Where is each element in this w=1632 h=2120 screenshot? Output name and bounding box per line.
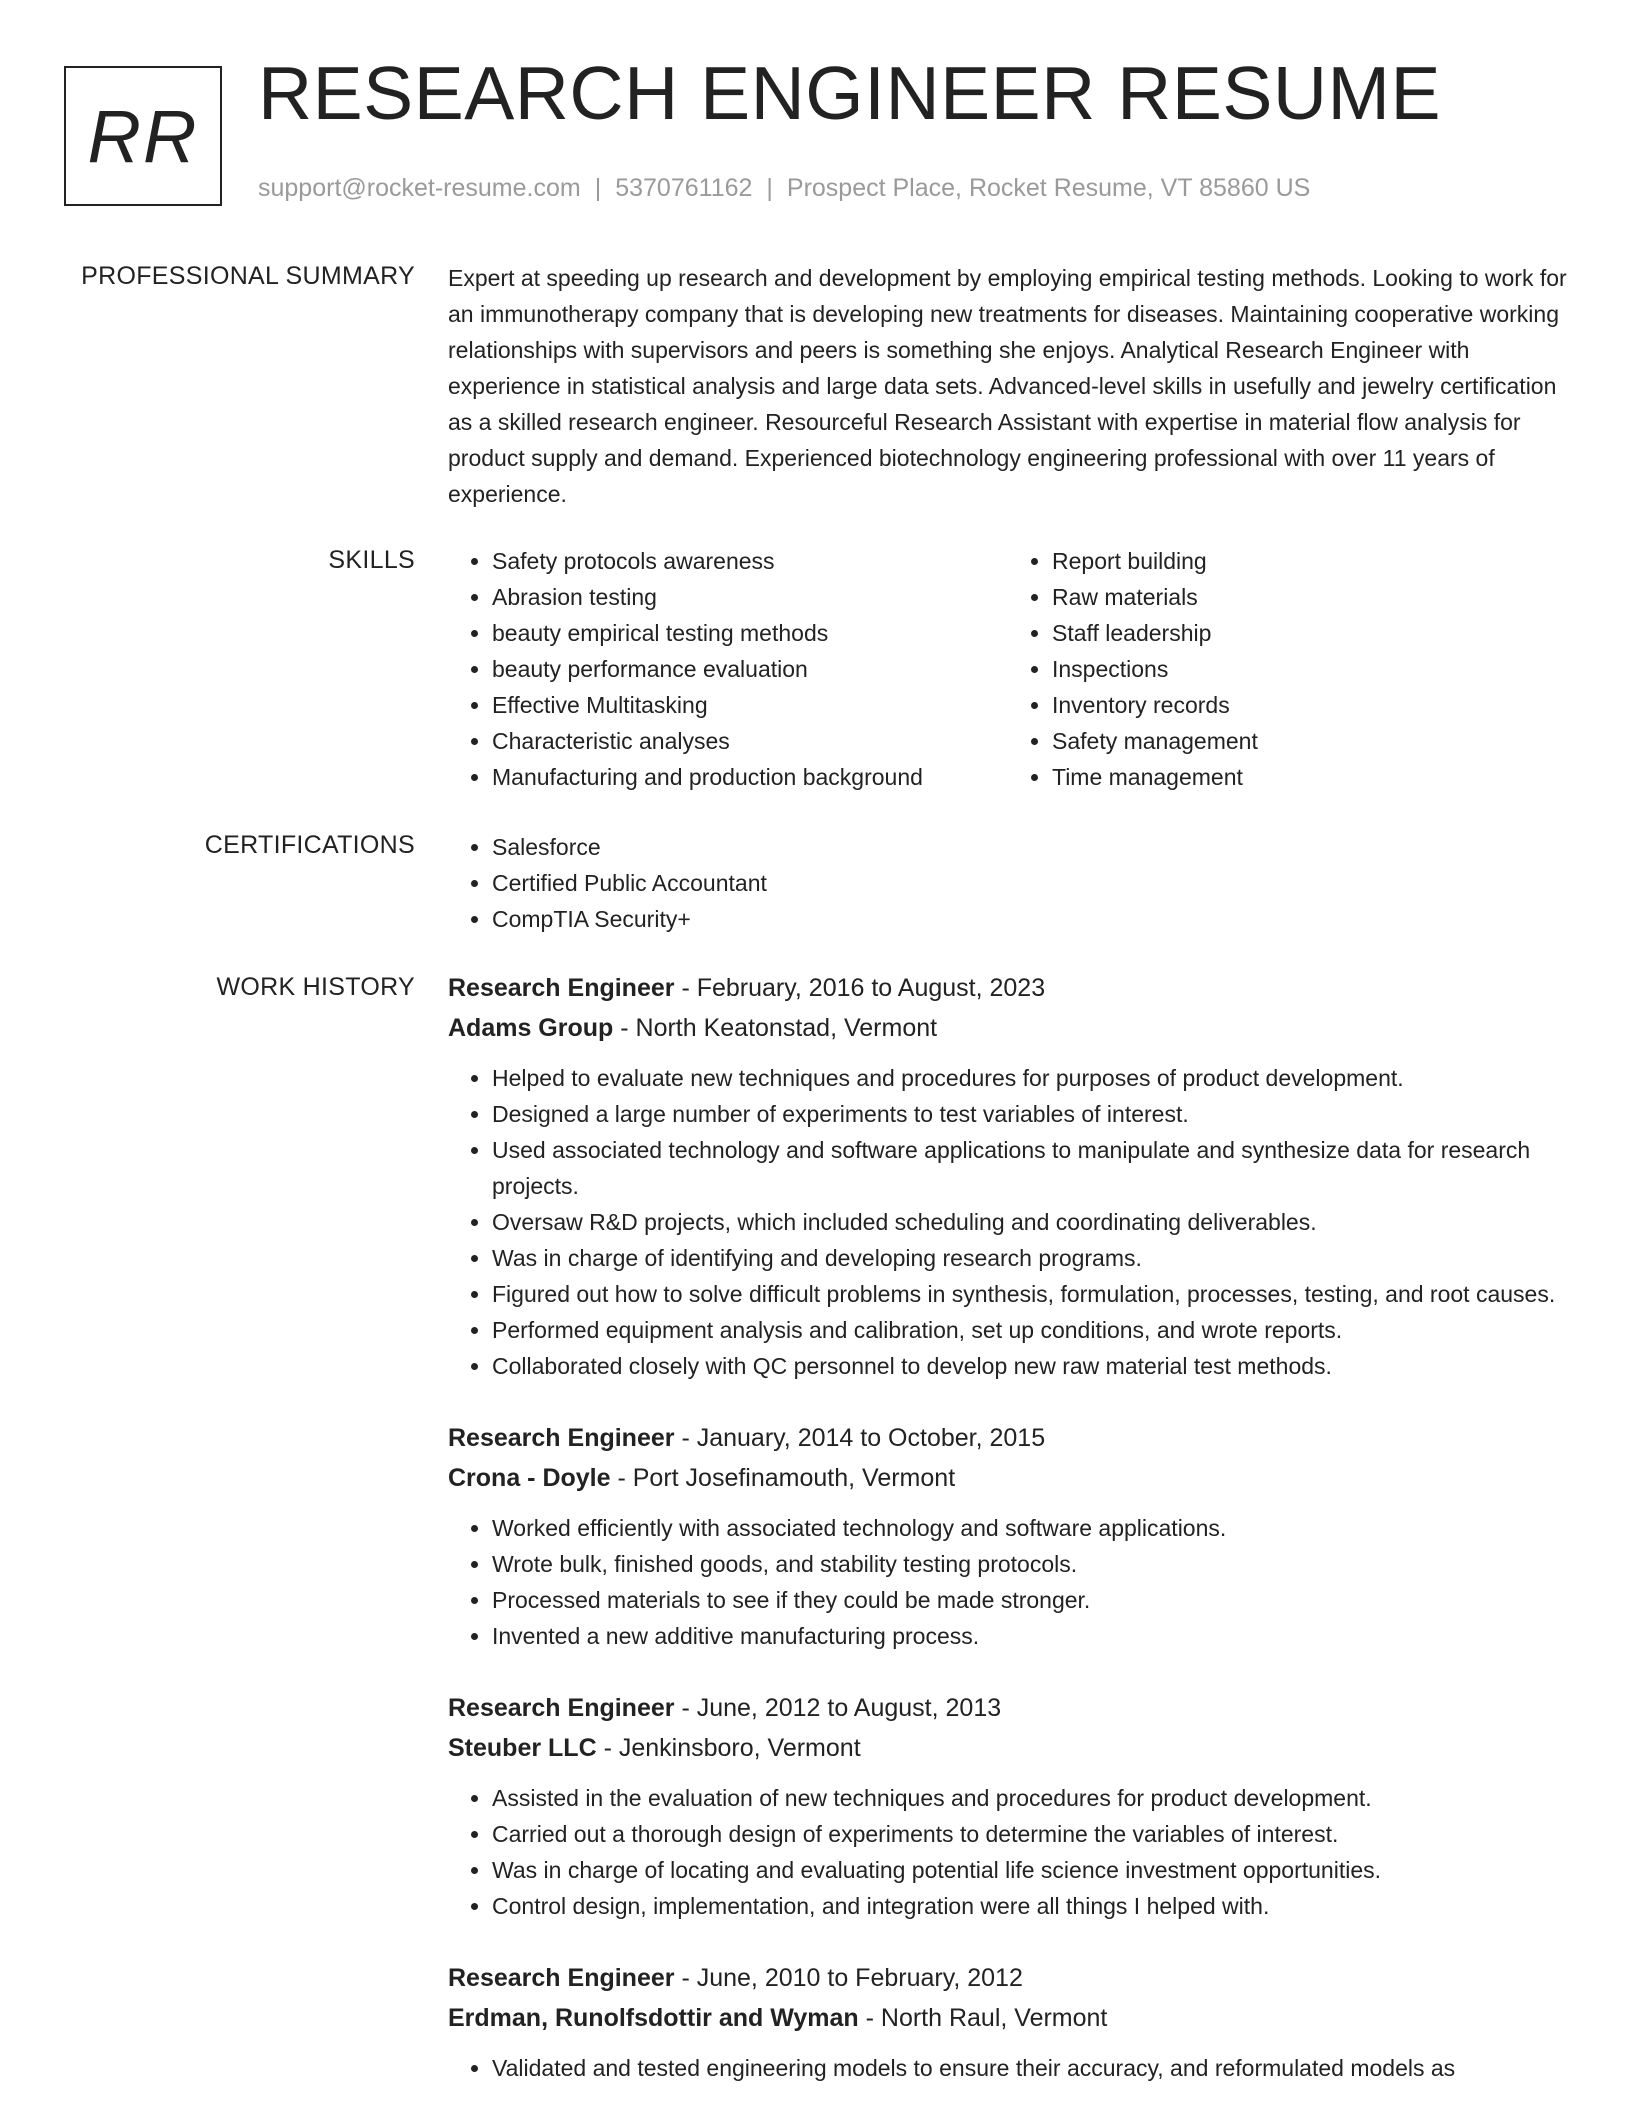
certification-item: • CompTIA Security+ [492, 901, 1568, 937]
resume-title: RESEARCH ENGINEER RESUME [258, 51, 1442, 135]
skills-list-left [448, 543, 1008, 795]
job-bullet: • Used associated technology and software applications to manipulate and synthesize data for research projects. [492, 1132, 1568, 1204]
work-history-section [448, 968, 1568, 2120]
job-bullet: • Performed equipment analysis and calibration, set up conditions, and wrote reports. [492, 1312, 1568, 1348]
job-company-line [448, 1998, 1568, 2038]
job-bullet: • Was in charge of locating and evaluating potential life science investment opportunities. [492, 1852, 1568, 1888]
job-bullet: • Figured out how to solve difficult problems in synthesis, formulation, processes, testing, and root causes. [492, 1276, 1568, 1312]
job-bullets [448, 1780, 1568, 1924]
summary-text: Expert at speeding up research and development by employing empirical testing methods. Looking to work for an immunotherapy company that is developing new treatments for diseases. Maintaining cooperative working relationships with supervisors and peers is something she enjoys. Analytical Research Engineer with experience in statistical analysis and large data sets. Advanced-level skills in usefully and jewelry certification as a skilled research engineer. Resourceful Research Assistant with expertise in material flow analysis for product supply and demand. Experienced biotechnology engineering professional with over 11 years of experience. [448, 265, 1567, 507]
job-location: - North Raul, Vermont [858, 2004, 1108, 2032]
job-bullet: • Designed a large number of experiments to test variables of interest. [492, 1096, 1568, 1132]
job-bullet: • Helped to evaluate new techniques and procedures for purposes of product development. [492, 1060, 1568, 1096]
job-dates: - February, 2016 to August, 2023 [674, 974, 1046, 1002]
contact-phone: 5370761162 [615, 174, 753, 202]
job-dates: - June, 2012 to August, 2013 [674, 1694, 1002, 1722]
job-entry [448, 1688, 1568, 1924]
skills-list-right [1008, 543, 1568, 795]
job-title-line [448, 1958, 1568, 1998]
section-label-skills: SKILLS [328, 546, 415, 574]
job-entry [448, 1418, 1568, 1654]
job-title: Research Engineer [448, 1694, 675, 1722]
job-bullet: • Invented a new additive manufacturing process. [492, 1618, 1568, 1654]
job-bullet: • Worked efficiently with associated technology and software applications. [492, 1510, 1568, 1546]
job-company: Adams Group [448, 1014, 614, 1042]
job-bullet: • Collaborated closely with QC personnel to develop new raw material test methods. [492, 1348, 1568, 1384]
contact-separator: | [766, 174, 773, 202]
certification-item: • Certified Public Accountant [492, 865, 1568, 901]
certification-item: • Salesforce [492, 829, 1568, 865]
certifications-list [448, 829, 1568, 937]
job-entry [448, 968, 1568, 1384]
contact-separator: | [594, 174, 602, 202]
job-bullet: • Wrote bulk, finished goods, and stability testing protocols. [492, 1546, 1568, 1582]
job-bullets [448, 2050, 1568, 2086]
summary-section [448, 260, 1568, 512]
job-entry [448, 1958, 1568, 2086]
job-bullet: • Control design, implementation, and integration were all things I helped with. [492, 1888, 1568, 1924]
job-bullet: • Validated and tested engineering models to ensure their accuracy, and reformulated models as [492, 2050, 1568, 2086]
skill-item: • Report building [1052, 543, 1568, 579]
job-location: - Port Josefinamouth, Vermont [610, 1464, 956, 1492]
job-dates: - June, 2010 to February, 2012 [674, 1964, 1023, 1992]
job-dates: - January, 2014 to October, 2015 [674, 1424, 1046, 1452]
job-company: Erdman, Runolfsdottir and Wyman [448, 2004, 859, 2032]
section-label-work-history: WORK HISTORY [216, 973, 415, 1001]
skill-item: • Raw materials [1052, 579, 1568, 615]
skill-item: • Effective Multitasking [492, 687, 1008, 723]
job-bullet: • Was in charge of identifying and developing research programs. [492, 1240, 1568, 1276]
job-location: - Jenkinsboro, Vermont [596, 1734, 861, 1762]
skill-item: • Staff leadership [1052, 615, 1568, 651]
skill-item: • beauty performance evaluation [492, 651, 1008, 687]
job-bullet: • Assisted in the evaluation of new techniques and procedures for product development. [492, 1780, 1568, 1816]
job-company: Crona - Doyle [448, 1464, 611, 1492]
job-title-line [448, 1688, 1568, 1728]
skill-item: • Safety management [1052, 723, 1568, 759]
skill-item: • Safety protocols awareness [492, 543, 1008, 579]
section-label-certifications: CERTIFICATIONS [204, 831, 415, 859]
contact-line [258, 174, 1310, 203]
skill-item: • beauty empirical testing methods [492, 615, 1008, 651]
job-bullets [448, 1510, 1568, 1654]
contact-email: support@rocket-resume.com [258, 174, 581, 202]
skills-section [448, 543, 1568, 795]
job-bullet: • Carried out a thorough design of experiments to determine the variables of interest. [492, 1816, 1568, 1852]
skill-item: • Inspections [1052, 651, 1568, 687]
skills-columns [448, 543, 1568, 795]
skill-item: • Characteristic analyses [492, 723, 1008, 759]
job-company-line [448, 1728, 1568, 1768]
certifications-section [448, 829, 1568, 937]
skill-item: • Inventory records [1052, 687, 1568, 723]
job-company-line [448, 1458, 1568, 1498]
job-company-line [448, 1008, 1568, 1048]
job-title-line [448, 968, 1568, 1008]
monogram-initials: RR [87, 94, 199, 178]
job-bullet: • Oversaw R&D projects, which included scheduling and coordinating deliverables. [492, 1204, 1568, 1240]
contact-address: Prospect Place, Rocket Resume, VT 85860 US [786, 174, 1311, 202]
skill-item: • Manufacturing and production background [492, 759, 1008, 795]
skill-item: • Abrasion testing [492, 579, 1008, 615]
job-location: - North Keatonstad, Vermont [613, 1014, 938, 1042]
job-title: Research Engineer [448, 974, 675, 1002]
skill-item: • Time management [1052, 759, 1568, 795]
job-bullet: • Processed materials to see if they could be made stronger. [492, 1582, 1568, 1618]
section-label-summary: PROFESSIONAL SUMMARY [81, 262, 415, 290]
monogram-box [64, 66, 222, 206]
job-title-line [448, 1418, 1568, 1458]
job-company: Steuber LLC [448, 1734, 597, 1762]
job-bullets [448, 1060, 1568, 1384]
job-title: Research Engineer [448, 1424, 675, 1452]
job-title: Research Engineer [448, 1964, 675, 1992]
